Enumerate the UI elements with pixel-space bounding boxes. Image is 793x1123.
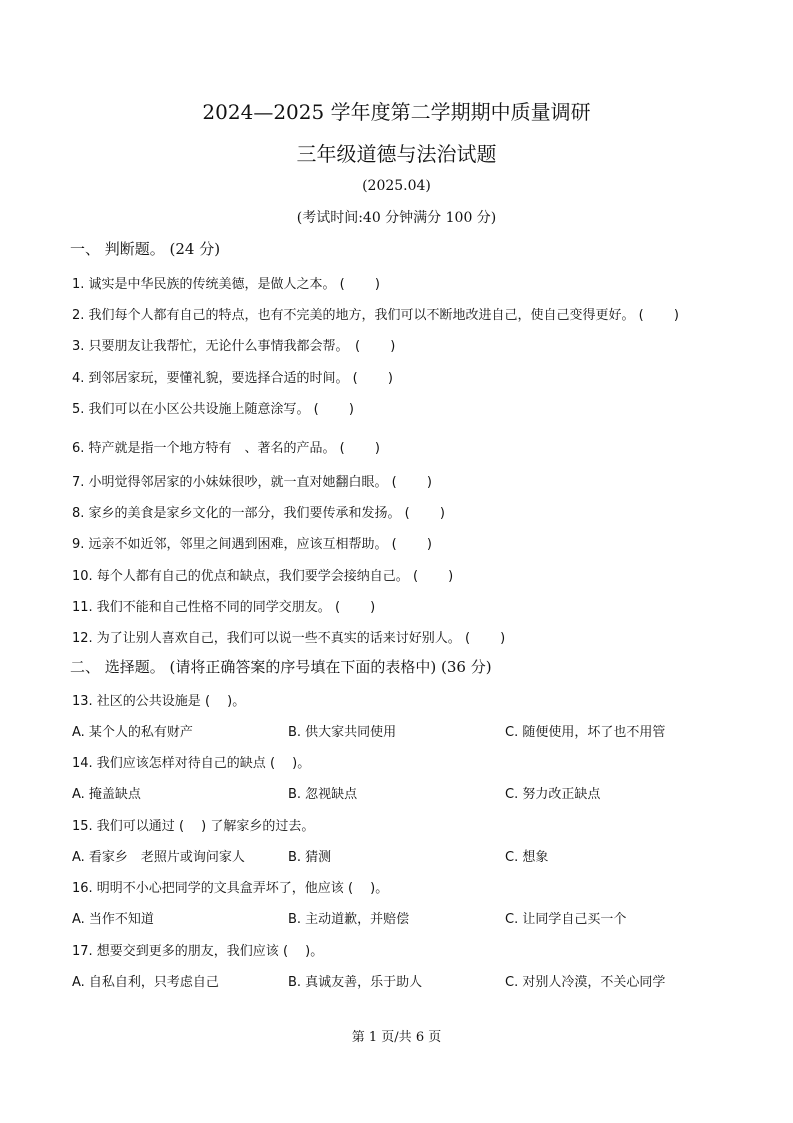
section-heading-multiple-choice: 二、 选择题。 (请将正确答案的序号填在下面的表格中) (36 分)	[70, 658, 492, 676]
question-14-option-a: A. 掩盖缺点	[72, 787, 141, 802]
question-13-option-b: B. 供大家共同使用	[288, 725, 397, 740]
question-4: 4. 到邻居家玩，要懂礼貌，要选择合适的时间。 ( )	[72, 371, 393, 386]
question-17-option-a: A. 自私自利，只考虑自己	[72, 975, 219, 990]
exam-subtitle: 三年级道德与法治试题	[296, 142, 497, 166]
question-15: 15. 我们可以通过 ( ) 了解家乡的过去。	[72, 819, 315, 834]
question-5: 5. 我们可以在小区公共设施上随意涂写。 ( )	[72, 402, 354, 417]
question-17-option-c: C. 对别人冷漠，不关心同学	[505, 975, 666, 990]
question-1: 1. 诚实是中华民族的传统美德，是做人之本。 ( )	[72, 277, 380, 292]
question-9: 9. 远亲不如近邻，邻里之间遇到困难，应该互相帮助。 ( )	[72, 537, 432, 552]
exam-time-note: (考试时间:40 分钟满分 100 分)	[296, 210, 497, 226]
question-15-option-c: C. 想象	[505, 850, 549, 865]
question-14: 14. 我们应该怎样对待自己的缺点 ( )。	[72, 756, 311, 771]
question-7: 7. 小明觉得邻居家的小妹妹很吵，就一直对她翻白眼。 ( )	[72, 475, 432, 490]
question-11: 11. 我们不能和自己性格不同的同学交朋友。 ( )	[72, 600, 376, 615]
page-footer: 第 1 页/共 6 页	[351, 1030, 442, 1045]
question-6: 6. 特产就是指一个地方特有 、著名的产品。 ( )	[72, 441, 380, 456]
question-12: 12. 为了让别人喜欢自己，我们可以说一些不真实的话来讨好别人。 ( )	[72, 631, 506, 646]
question-3: 3. 只要朋友让我帮忙，无论什么事情我都会帮。 ( )	[72, 339, 396, 354]
question-13-option-a: A. 某个人的私有财产	[72, 725, 193, 740]
question-16-option-b: B. 主动道歉，并赔偿	[288, 912, 410, 927]
question-15-option-b: B. 猜测	[288, 850, 332, 865]
exam-date: (2025.04)	[362, 178, 431, 194]
question-16: 16. 明明不小心把同学的文具盒弄坏了，他应该 ( )。	[72, 881, 389, 896]
question-13-option-c: C. 随便使用，坏了也不用管	[505, 725, 666, 740]
question-8: 8. 家乡的美食是家乡文化的一部分，我们要传承和发扬。 ( )	[72, 506, 445, 521]
section-heading-true-false: 一、 判断题。 (24 分)	[70, 240, 221, 258]
question-13: 13. 社区的公共设施是 ( )。	[72, 694, 246, 709]
question-14-option-c: C. 努力改正缺点	[505, 787, 601, 802]
question-15-option-a: A. 看家乡 老照片或询问家人	[72, 850, 245, 865]
question-17-option-b: B. 真诚友善，乐于助人	[288, 975, 423, 990]
question-2: 2. 我们每个人都有自己的特点，也有不完美的地方，我们可以不断地改进自己，使自己变得更好。 ( )	[72, 308, 679, 323]
question-17: 17. 想要交到更多的朋友，我们应该 ( )。	[72, 944, 324, 959]
question-16-option-c: C. 让同学自己买一个	[505, 912, 627, 927]
question-16-option-a: A. 当作不知道	[72, 912, 154, 927]
question-14-option-b: B. 忽视缺点	[288, 787, 358, 802]
exam-title: 2024—2025 学年度第二学期期中质量调研	[202, 100, 591, 124]
question-10: 10. 每个人都有自己的优点和缺点，我们要学会接纳自己。 ( )	[72, 569, 454, 584]
